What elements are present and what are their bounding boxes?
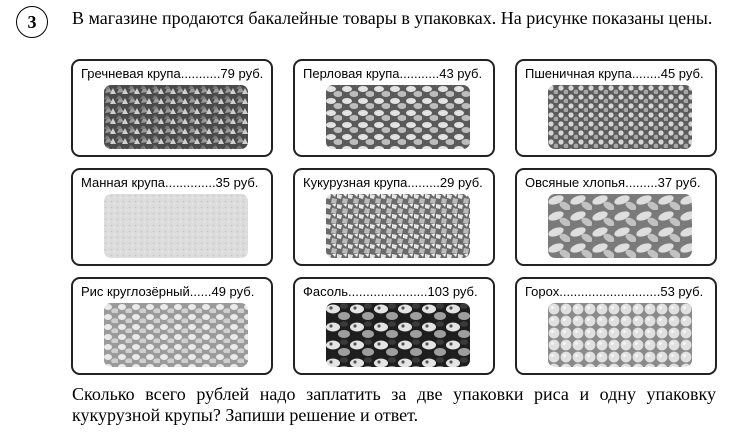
oat-flakes-photo: [548, 194, 692, 258]
product-card-wheat-groats: [515, 59, 717, 157]
product-label: Пшеничная крупа........45 руб.: [525, 66, 704, 81]
wheat-groats-image: [548, 85, 692, 149]
oat-flakes-image: [548, 194, 692, 258]
peas-photo: [548, 303, 692, 367]
round-rice-image: [104, 303, 248, 367]
product-card-peas: [515, 277, 717, 375]
task-number-badge: [16, 6, 48, 38]
product-label: Рис круглозёрный......49 руб.: [81, 284, 255, 299]
product-label: Перловая крупа...........43 руб.: [303, 66, 483, 81]
product-label: Горох............................53 руб.: [525, 284, 704, 299]
product-label: Овсяные хлопья.........37 руб.: [525, 175, 701, 190]
product-card-semolina: [71, 168, 273, 266]
product-label: Кукурузная крупа.........29 руб.: [303, 175, 483, 190]
beans-photo: [326, 303, 470, 367]
product-card-buckwheat: [71, 59, 273, 157]
product-label: Фасоль......................103 руб.: [303, 284, 478, 299]
product-label: Гречневая крупа...........79 руб.: [81, 66, 264, 81]
pearl-barley-image: [326, 85, 470, 149]
task-intro-text: В магазине продаются бакалейные товары в упаковках. На рисунке показаны цены.: [72, 8, 713, 28]
product-card-corn-groats: [293, 168, 495, 266]
price-grid: [71, 59, 717, 375]
pearl-barley-photo: [326, 85, 470, 149]
product-card-oat-flakes: [515, 168, 717, 266]
task-question-text: Сколько всего рублей надо заплатить за две упаковки риса и одну упаковку кукурузной крупы? Запиши решение и ответ.: [72, 384, 716, 425]
corn-groats-image: [326, 194, 470, 258]
wheat-groats-photo: [548, 85, 692, 149]
corn-groats-photo: [326, 194, 470, 258]
product-card-round-rice: [71, 277, 273, 375]
semolina-image: [104, 194, 248, 258]
semolina-photo: [104, 194, 248, 258]
buckwheat-photo: [104, 85, 248, 149]
round-rice-photo: [104, 303, 248, 367]
buckwheat-image: [104, 85, 248, 149]
product-card-pearl-barley: [293, 59, 495, 157]
beans-image: [326, 303, 470, 367]
task-number: 3: [27, 11, 37, 32]
product-label: Манная крупа..............35 руб.: [81, 175, 259, 190]
peas-image: [548, 303, 692, 367]
product-card-beans: [293, 277, 495, 375]
